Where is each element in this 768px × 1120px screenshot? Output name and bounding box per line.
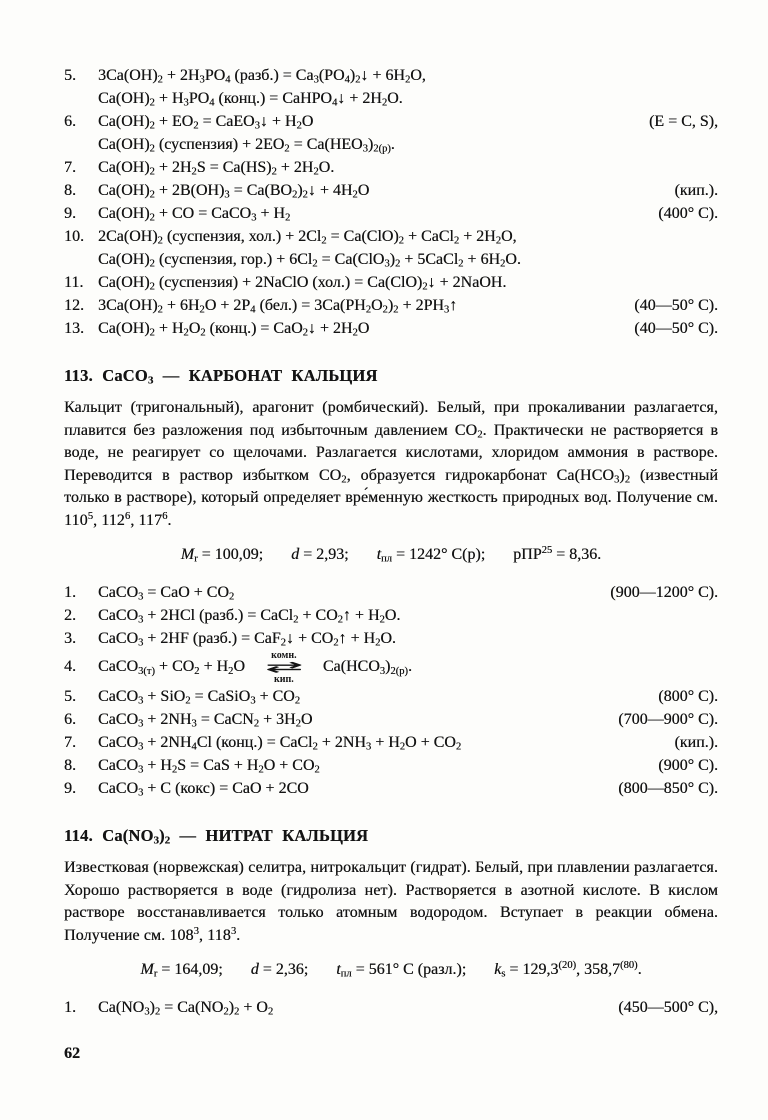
equation-formula: $Ca(OH)_2 + H_2O_2$ (конц.) = CaO$_2$↓ + $2H_2O$ <box>98 320 370 339</box>
equation-number: 5. <box>64 688 76 705</box>
property-value: $M_r = 100,09$; <box>180 546 264 565</box>
property-value: $M_r = 164,09$; <box>140 961 223 980</box>
equation-number: 7. <box>64 734 76 751</box>
equation-row <box>64 604 718 627</box>
equation-formula: $2Ca(OH)_2$ (суспензия, $хол.) + 2Cl_2 = Ca(ClO)_2$ + CaCl$_2$ + $2H_2O$, <box>98 228 517 247</box>
condition-note: (900° C). <box>658 757 718 774</box>
equation-formula: $Ca(NO_3)_2 = Ca(NO_2)_2 + O_2$ <box>98 999 274 1018</box>
equation-formula: $Ca(OH)_2$ (суспензия, $гор.) + 6Cl_2 = Ca(ClO_3)_2$ + 5CaCl$_2$ + $6H_2O$. <box>98 251 521 270</box>
equation-row <box>64 754 718 777</box>
equation-formula: CaCO$_3$ + $2NH_4Cl$ (конц.) = CaCl$_2$ + $2NH_3 + H_2O + CO_2$ <box>98 734 462 753</box>
equation-row <box>64 248 718 271</box>
equation-row <box>64 708 718 731</box>
equation-formula: $Ca(OH)_2 + H_3PO_4$ (конц.) = CaHPO$_4$↓ + $2H_2O$. <box>98 90 403 109</box>
equation-formula: CaCO$_3$ = CaO + $CO_2$ <box>98 584 235 603</box>
property-value: d = 2,36; <box>250 961 309 978</box>
condition-note: (800° C). <box>658 688 718 705</box>
equation-row <box>64 156 718 179</box>
condition-note: (700—900° C). <box>618 711 718 728</box>
equation-number: 3. <box>64 630 76 647</box>
equation-number: 9. <box>64 780 76 797</box>
equation-formula: $Ca(OH)_2 + 2H_2S = Ca(HS)_2 + 2H_2O$. <box>98 159 335 178</box>
equation-number: 8. <box>64 182 76 199</box>
property-value: d = 2,93; <box>291 546 349 563</box>
section-114-description: Известковая (норвежская) селитра, нитрокальцит (гидрат). Белый, при плавлении разлагается. Хорошо растворяется в воде (гидролиза нет). Растворяется в азотной кислоте. В кислом растворе восстанавливается только атомным водородом. Вступает в реакции обмена. Получение см. $108^3$, $118^3$. <box>64 859 718 944</box>
equation-row <box>64 225 718 248</box>
equation-number: 2. <box>64 607 76 624</box>
equation-number: 13. <box>64 320 84 337</box>
equation-number: 1. <box>64 584 76 601</box>
equation-row <box>64 996 718 1019</box>
equation-formula: CaCO$_3$ + SiO$_2$ = CaSiO$_3$ + $CO_2$ <box>98 688 300 707</box>
equation-formula: CaCO$_3$ + C (кокс) = CaO + 2CO <box>98 780 309 799</box>
equation-number: 10. <box>64 228 84 245</box>
equation-formula: $3Ca(OH)_2 + 2H_3PO_4$ (разб.) = $Ca_3(PO_4)_2↓ + 6H_2O$, <box>98 67 426 86</box>
equation-number: 7. <box>64 159 76 176</box>
equation-row <box>64 64 718 87</box>
equation-row <box>64 627 718 650</box>
equation-formula: $3Ca(OH)_2 + 6H_2O + 2P_4$ $(бел.) = 3Ca(PH_2O_2)_2$ + $2PH_3↑$ <box>98 297 458 316</box>
equation-row <box>64 294 718 317</box>
equation-number: 12. <box>64 297 84 314</box>
equation-formula: $Ca(OH)_2$ (суспензия) + $2EO_2 = Ca(HEO_3)_{2(р)}$. <box>98 136 395 155</box>
equation-row <box>64 133 718 156</box>
section-113-description: Кальцит (тригональный), арагонит (ромбический). Белый, при прокаливании разлагается, плавится без разложения под избыточным давлением $CO_2$. Практически не растворяется в воде, не реагирует со щелочами. Разлагается кислотами, хлоридом аммония в растворе. Переводится в раствор избытком $CO_2$, образуется гидрокарбонат $Ca(HCO_3)_2$ (известный только в растворе), который определяет вре́менную жесткость природных вод. Получение см. $110^5$, $112^6$, $117^6$. <box>64 399 719 529</box>
equation-number: 8. <box>64 757 76 774</box>
equation-row <box>64 110 718 133</box>
equation-row <box>64 179 718 202</box>
equation-row <box>64 271 718 294</box>
equilibrium-arrows: комн. ⇄ кип. <box>265 650 303 685</box>
equation-number: 11. <box>64 274 84 291</box>
equation-formula: $Ca(OH)_2$ + CO = CaCO$_3$ + $H_2$ <box>98 205 291 224</box>
calcium-hydroxide-equations-list <box>64 64 718 340</box>
equation-formula: CaCO$_{3(т)}$ + $CO_2 + H_2O$ комн. ⇄ кип. $Ca(HCO_3)_{2(р)}$. <box>98 650 412 685</box>
property-value: $t_{пл} = 1242^\circ$ C(p); <box>376 546 486 565</box>
equation-number: 9. <box>64 205 76 222</box>
condition-note: (450—500° C), <box>618 999 718 1016</box>
condition-note: (800—850° C). <box>618 780 718 797</box>
equation-number: 1. <box>64 999 76 1016</box>
equation-formula: CaCO$_3$ + 2HCl (разб.) = CaCl$_2$ + $CO_2↑ + H_2O$. <box>98 607 401 626</box>
equation-row <box>64 777 718 800</box>
equation-row <box>64 317 718 340</box>
equation-row <box>64 87 718 110</box>
equation-row <box>64 581 718 604</box>
equation-formula: $Ca(OH)_2 + EO_2$ = CaEO$_3$↓ + $H_2O$ <box>98 113 314 132</box>
page-number: 62 <box>64 1045 80 1062</box>
equation-number: 6. <box>64 113 76 130</box>
equation-row <box>64 202 718 225</box>
calcium-nitrate-equations-list <box>64 996 718 1019</box>
condition-note: (400° C). <box>658 205 718 222</box>
equation-formula: CaCO$_3$ + 2HF (разб.) = CaF$_2$↓ + $CO_2↑ + H_2O$. <box>98 630 396 649</box>
section-113-properties-line <box>64 543 718 566</box>
equation-number: 5. <box>64 67 76 84</box>
equation-number: 4. <box>64 658 76 676</box>
condition-note: (900—1200° C). <box>610 584 718 601</box>
property-value: $t_{пл} = 561^\circ$ C (разл.); <box>336 961 467 980</box>
condition-note: (40—50° C). <box>634 297 718 314</box>
equation-formula: $Ca(OH)_2$ (суспензия) + 2NaClO $(хол.) = Ca(ClO)_2↓$ + 2NaOH. <box>98 274 507 293</box>
condition-note: (40—50° C). <box>634 320 718 337</box>
equation-number: 6. <box>64 711 76 728</box>
equation-row <box>64 650 718 685</box>
property-value: рПР$^{25}$ = 8,36. <box>513 545 602 563</box>
section-114-heading: 114. $Ca(NO_3)_2$ — НИТРАТ КАЛЬЦИЯ <box>64 826 369 847</box>
equation-row <box>64 731 718 754</box>
section-114-properties-line <box>64 958 718 981</box>
equation-formula: CaCO$_3$ + $H_2S$ = CaS + $H_2O + CO_2$ <box>98 757 320 776</box>
property-value: $k_s = 129,3^{(20)}$, 358,7$^{(80)}$. <box>494 960 642 980</box>
condition-note: (E = C, S), <box>648 113 718 130</box>
equation-formula: $Ca(OH)_2 + 2B(OH)_3$ = $Ca(BO_2)_2↓ + 4H_2O$ <box>98 182 370 201</box>
condition-note: (кип.). <box>674 734 718 751</box>
calcium-carbonate-equations-list <box>64 581 718 800</box>
section-113-heading: 113. CaCO$_3$ — КАРБОНАТ КАЛЬЦИЯ <box>64 366 378 387</box>
equation-formula: CaCO$_3$ + $2NH_3$ = CaCN$_2$ + $3H_2O$ <box>98 711 313 730</box>
condition-note: (кип.). <box>674 182 718 199</box>
equation-row <box>64 685 718 708</box>
